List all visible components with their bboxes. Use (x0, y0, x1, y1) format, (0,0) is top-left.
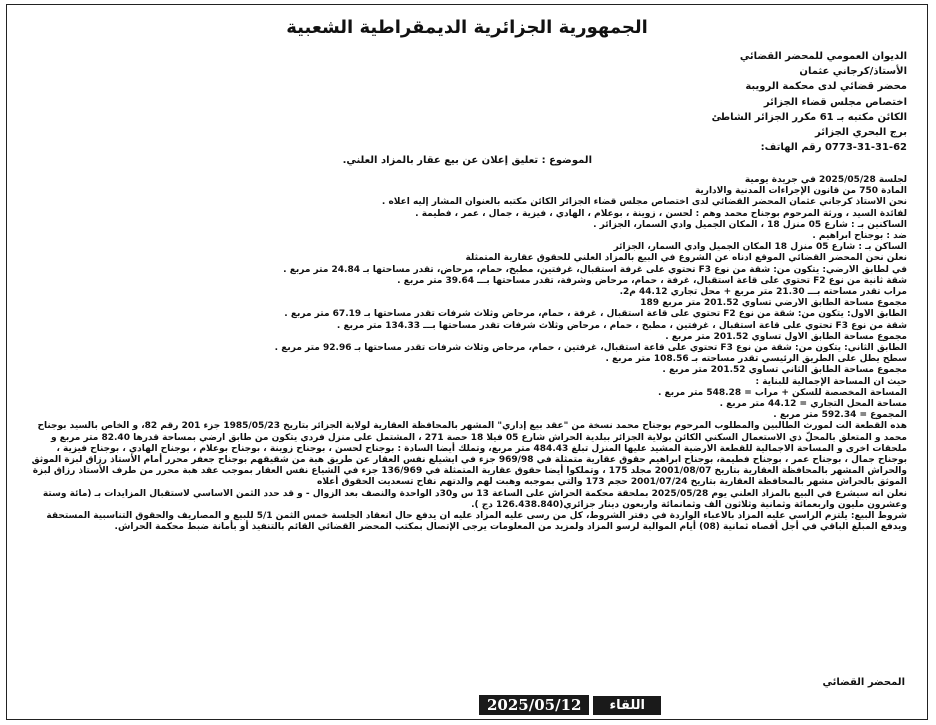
body-line: مجموع مساحة الطابق الأرضي تساوي 201.52 متر مربع 189 (640, 298, 907, 309)
body-line: مرآب تقدر مساحته بـــ 21.30 متر مربع + محل تجاري 44.12 م2. (619, 287, 907, 298)
sale-conditions-paragraph: شروط البيع: يلتزم الراسي عليه المزاد بالأعباء الواردة في دفتر الشروط، كل من رسى عليه المزاد عليه أن يدفع حال انعقاد الجلسة خمس الثمن 5/1 للبيع و المصاريف والحقوق التناسبية المستحقة ويدفع المبلغ الباقي في أجل أقصاه ثمانية (08) أيام الموالية لرسو المزاد ولمزيد من المعلومات يرجى الإتصال بمكتب المحضر القضائي القائم بالتنفيذ أو بأمانة ضبط محكمة الحراش. (46, 511, 907, 533)
body-line: المساحة المخصصة للسكن + مرآب = 548.28 متر مربع . (658, 387, 907, 398)
body-line: الساكن بـ : شارع 05 منزل 18 المكان الجميل وادي السمار، الجزائر (613, 242, 907, 253)
publication-footer (479, 694, 661, 716)
auction-announcement-paragraph: نعلن أنه سيشرع في البيع بالمزاد العلني يوم 2025/05/28 بملحقة محكمة الحراش على الساعة 13 س و30د الواحدة والنصف بعد الزوال - و قد حدد الثمن الأساسي لاستقبال المزايدات بـ (مائة وستة وعشرون مليون واربعمائة وثمانية وثلاثون الف وثمانمائة واربعون دينار جزائري(126.438.840 دج ). (42, 488, 907, 510)
newspaper-name: اللقاء (593, 696, 661, 715)
body-line: نعلن نحن المحضر القضائي الموقع أدناه عن الشروع في البيع بالمزاد العلني للحقوق عقارية المتمثلة (465, 253, 907, 264)
property-origin-paragraph: هذه القطعة آلت لمورث الطالبين والمطلوب المرحوم بوجناح محمد نسخة من "عقد بيع إداري" المشهر بالمحافظة العقارية لولاية الجزائر بتاريخ 1985/05/23 جزء 201 رقم 82، و الخاص بالسيد بوجناح محمد و المتعلق بالمحلّ ذي الاستعمال السكني الكائن بولاية الجزائر ببلدية الحراش شارع 05 فيلا 18 حصة 271 ، المشتمل على منزل فردي يتكون من طابق ارضي بمساحة قدرها 82.40 متر مربع و ملحقات اخرى و المساحة الاجمالية للقطعة الارضية المشيد عليها المنزل تبلغ 484.43 متر مربع، وتملك أيضا السادة : بوجناح لحسن ، بوجناح زوينة ، بوجناح بوعلام ، بوجناح الهادي ، بوجناح فيزية ، بوجناح جمال ، بوجناح عمر ، بوجناح فطيمة، بوجناح ابراهيم حقوق عقارية متمثلة في 969/98 جزء في ايشيلع نفس العقار عن طريق هبة من شقيقهم بوجناح جعفر محرر أمام الأستاذ رزاق لبزة الموثق والحراش المشهر بالمحافظة العقارية بتاريخ 2001/08/07 مجلد 175 ، وتملكوا أيضا حقوق عقارية المتمثلة في 136/969 جزء في الشياع نفس العقار بموجب عقد هبة محرر من طرف الأستاذ رزاق لبزة الموثق بالحراش مشهر بالمحافظة العقارية بتاريخ 2001/07/24 حجم 173 والتي بموجبه وهبت لهم والدتهم نفاح تسعديت الحقوق أعلاه (31, 421, 907, 488)
body-line: لجلسة 2025/05/28 في جريدة يومية (744, 175, 907, 185)
body-line: الطابق الثاني: يتكون من: شقة من نوع F3 تحتوي على قاعة استقبال، غرفتين ، حمام، مرحاض وثلاث شرفات تقدر مساحتها بـ 92.96 متر مربع . (274, 343, 907, 354)
bailiff-office-block (487, 49, 907, 155)
office-line: محضر قضائي لدى محكمة الرويبة (745, 81, 907, 93)
office-line: الأستاذ/كرجاني عثمان (799, 66, 907, 78)
bailiff-signature: المحضر القضائي (822, 677, 905, 688)
body-line: نحن الأستاذ كرجاني عثمان المحضر القضائي لدى اختصاص مجلس قضاء الجزائر الكائن مكتبه بالعنوان المشار إليه أعلاه . (381, 197, 907, 208)
body-line: مجموع مساحة الطابق الأول تساوي 201.52 متر مربع . (665, 331, 907, 342)
body-line: سطح يطل على الطريق الرئيسي تقدر مساحته بـ 108.56 متر مربع . (605, 354, 907, 365)
office-line: برج البحري الجزائر (814, 127, 907, 139)
body-line: في لطابق الأرضي: يتكون من: شقة من نوع F3 تحتوي على غرفة استقبال، غرفتين، مطبخ، حمام، مرحاض، تقدر مساحتها بـ 24.84 متر مربع . (283, 264, 907, 275)
republic-title: الجمهورية الجزائرية الديمقراطية الشعبية (286, 17, 648, 38)
body-line: ضد : بوجناح ابراهيم . (812, 231, 907, 242)
notice-body (27, 175, 907, 534)
body-line: شقة ثانية من نوع F2 تحتوي على قاعة استقبال، غرفة ، حمام، مرحاض وشرفة، تقدر مساحتها بـــ 39.64 متر مربع . (397, 275, 907, 286)
body-line: حيث ان المساحة الإجمالية للبناية : (755, 376, 907, 387)
office-line: الكائن مكتبه بـ 61 مكرر الجزائر الشاطئ (711, 111, 907, 123)
body-line: شقة من نوع F3 تحتوي على قاعة استقبال ، غرفتين ، مطبخ ، حمام ، مرحاض وثلاث شرفات تقدر مساحتها بـــ 134.33 متر مربع . (336, 320, 907, 331)
office-phone: 0773-31-31-62 رقم الهاتف: (760, 142, 907, 154)
publication-date: 2025/05/12 (479, 695, 589, 715)
body-line: المادة 750 من قانون الإجراءات المدنية والادارية (694, 186, 907, 197)
body-line: الطابق الأول: يتكون من: شقة من نوع F2 تحتوي على قاعة استقبال ، غرفة ، حمام، مرحاض وثلاث شرفات تقدر مساحتها بـ 67.19 متر مربع . (284, 309, 907, 320)
body-line: مجموع مساحة الطابق الثاني تساوي 201.52 متر مربع . (662, 365, 907, 376)
body-line: الساكنين بـ : شارع 05 منزل 18 ، المكان الجميل وادي السمار، الجزائر . (593, 219, 907, 230)
office-line: الديوان العمومي للمحضر القضائي (739, 51, 907, 62)
body-line: لفائدة السيد ، ورثة المرحوم بوجناح محمد وهم : لحسن ، زوينة ، بوعلام ، الهادي ، فيزية ، جمال ، عمر ، فطيمة . (415, 208, 907, 219)
legal-notice-page (6, 4, 928, 720)
office-line: اختصاص مجلس قضاء الجزائر (763, 96, 907, 108)
notice-subject: الموضوع : تعليق إعلان عن بيع عقار بالمزاد العلني. (342, 155, 592, 166)
body-line: المجموع = 592.34 متر مربع . (773, 410, 907, 421)
body-line: مساحة المحل التجاري = 44.12 متر مربع . (719, 399, 907, 410)
